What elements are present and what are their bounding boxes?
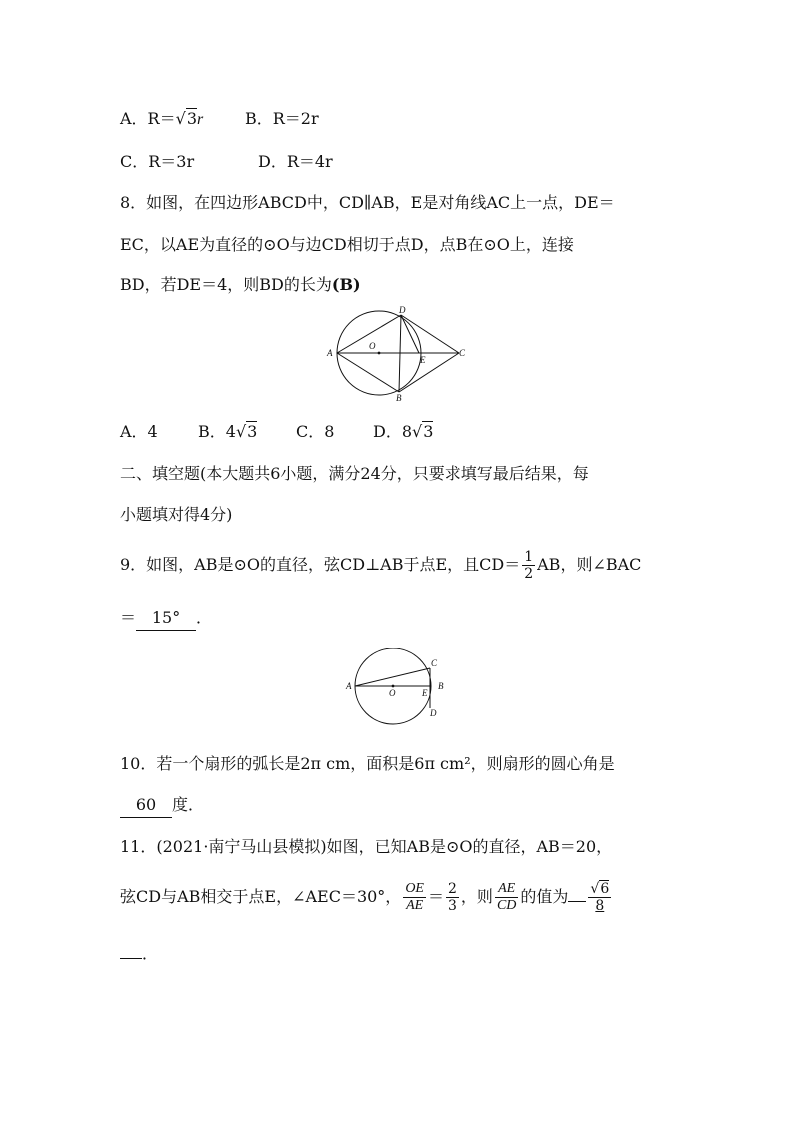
q8-option-a: A．4 xyxy=(120,422,158,441)
q8-option-d: D．8√3 xyxy=(373,422,434,441)
q7-option-b: B．R＝2r xyxy=(245,109,319,128)
q9-label-d: D xyxy=(430,708,437,718)
q10-answer-line: 60 度． xyxy=(120,793,204,818)
q7-option-a: A．R＝√3r xyxy=(120,109,204,128)
q8-label-o: O xyxy=(369,341,376,351)
q8-label-a: A xyxy=(327,348,333,358)
q9-label-b: B xyxy=(438,681,444,691)
q8-stem-line-1: 8．如图，在四边形ABCD中，CD∥AB，E是对角线AC上一点，DE＝ xyxy=(120,193,615,212)
q7-option-c: C．R＝3r xyxy=(120,152,195,171)
section-2-heading: 二、填空题(本大题共6小题，满分24分，只要求填写最后结果，每 xyxy=(120,464,589,483)
q8-label-e: E xyxy=(420,355,426,365)
q9-stem: 9．如图，AB是⊙O的直径，弦CD⊥AB于点E，且CD＝ $\frac{1}{2}$ AB，则∠BAC xyxy=(120,549,642,582)
q8-figure xyxy=(325,303,473,403)
q11-answer-tail: ． xyxy=(120,942,158,966)
q9-figure xyxy=(343,648,449,726)
q8-stem-line-2: EC，以AE为直径的⊙O与边CD相切于点D，点B在⊙O上，连接 xyxy=(120,235,574,254)
q8-label-b: B xyxy=(396,393,402,403)
q10-answer: 60 xyxy=(120,793,172,818)
q8-option-b: B．4√3 xyxy=(198,422,258,441)
q7-option-d: D．R＝4r xyxy=(258,152,333,171)
q9-fraction: $\frac{1}{2}$ xyxy=(524,549,534,582)
q11-stem-line-1: 11．(2021·南宁马山县模拟)如图，已知AB是⊙O的直径，AB＝20， xyxy=(120,837,613,856)
q8-stem-line-3: BD，若DE＝4，则BD的长为(B) xyxy=(120,275,361,294)
q10-stem: 10．若一个扇形的弧长是2π cm，面积是6π cm²，则扇形的圆心角是 xyxy=(120,754,615,773)
q8-answer: (B) xyxy=(331,275,361,294)
q11-stem-line-2: 弦CD与AB相交于点E，∠AEC＝30°， $\frac{OE}{AE}$ ＝ $\frac{2}{3}$ ，则 $\frac{AE}{CD}$ 的值为 $\frac{√6}{8}$ xyxy=(120,881,610,914)
q8-label-d: D xyxy=(399,305,406,315)
q8-option-c: C．8 xyxy=(296,422,335,441)
q9-label-a: A xyxy=(346,681,352,691)
q9-answer-line: ＝ 15° ． xyxy=(120,606,212,631)
q8-label-c: C xyxy=(459,348,466,358)
q9-answer: 15° xyxy=(136,606,196,631)
section-2-heading-cont: 小题填对得4分) xyxy=(120,505,233,524)
q9-label-c: C xyxy=(431,658,438,668)
q9-label-e: E xyxy=(422,688,428,698)
q9-label-o: O xyxy=(389,688,396,698)
q11-answer: $\frac{√6}{8}$ xyxy=(590,881,610,914)
